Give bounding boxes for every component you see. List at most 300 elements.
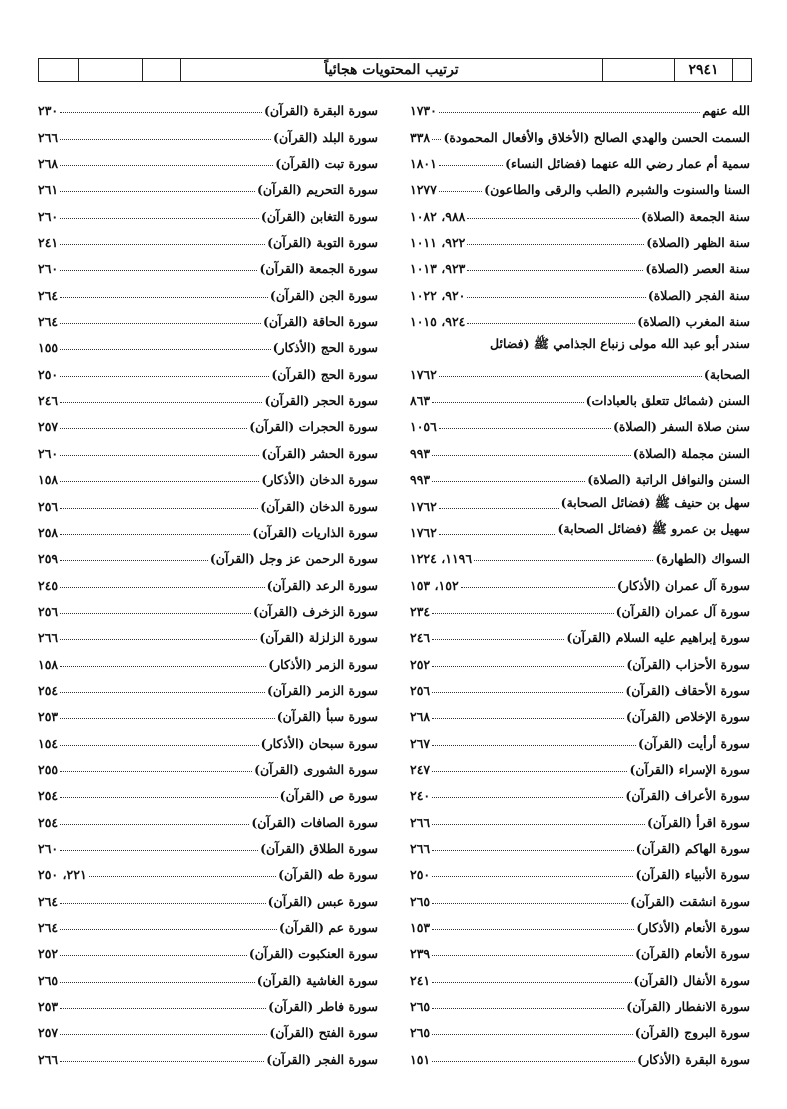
entry-title: سورة الحج (القرآن) bbox=[271, 366, 378, 382]
entry-title: سورة البقرة (القرآن) bbox=[263, 103, 378, 119]
entry-title: سورة الهاكم (القرآن) bbox=[635, 840, 750, 856]
entry-page: ٢٦١ bbox=[38, 182, 59, 198]
dot-leader bbox=[60, 402, 262, 403]
index-entry bbox=[38, 250, 378, 276]
entry-page: ١٥١ bbox=[410, 1051, 431, 1067]
entry-page: ٢٤٧ bbox=[410, 761, 431, 777]
entry-page: ٢٥٣ bbox=[38, 999, 59, 1015]
index-entry bbox=[410, 593, 750, 619]
index-entry bbox=[410, 145, 750, 171]
header-cell-empty bbox=[79, 59, 143, 81]
index-entry bbox=[410, 118, 750, 144]
entry-title: سورة اقرأ (القرآن) bbox=[646, 814, 750, 830]
dot-leader bbox=[60, 376, 269, 377]
entry-page: ٩٩٣ bbox=[410, 445, 431, 461]
entry-title: سورة الغاشية (القرآن) bbox=[256, 972, 378, 988]
entry-page: ٢٢١، ٢٥٠ bbox=[38, 867, 87, 883]
entry-page: ١٨٠١ bbox=[410, 156, 437, 172]
entry-title: سورة إبراهيم عليه السلام (القرآن) bbox=[566, 630, 750, 646]
dot-leader bbox=[439, 428, 611, 429]
index-entry bbox=[38, 382, 378, 408]
dot-leader bbox=[467, 323, 635, 324]
entry-title: السنن والنوافل الراتبة (الصلاة) bbox=[587, 472, 750, 488]
entry-page: ٢٥٠ bbox=[410, 867, 431, 883]
dot-leader bbox=[467, 270, 643, 271]
dot-leader bbox=[432, 745, 636, 746]
entry-page: ٢٦٤ bbox=[38, 893, 59, 909]
dot-leader bbox=[432, 876, 633, 877]
entry-page: ٢٦٠ bbox=[38, 445, 59, 461]
dot-leader bbox=[60, 639, 257, 640]
entry-page: ٢٦٠ bbox=[38, 261, 59, 277]
entry-title: سورة الجن (القرآن) bbox=[269, 287, 378, 303]
index-entry bbox=[38, 724, 378, 750]
index-entry bbox=[410, 224, 750, 250]
entry-page: ٢٥٧ bbox=[38, 419, 59, 435]
entry-title: سنة المغرب (الصلاة) bbox=[637, 314, 750, 330]
entry-title: سورة الطلاق (القرآن) bbox=[260, 840, 378, 856]
entry-page: ٢٦٤ bbox=[38, 314, 59, 330]
dot-leader bbox=[60, 692, 265, 693]
dot-leader bbox=[432, 929, 634, 930]
entry-title: سورة العنكبوت (القرآن) bbox=[248, 946, 378, 962]
index-entry bbox=[410, 856, 750, 882]
entry-page: ٢٥٦ bbox=[38, 603, 59, 619]
dot-leader bbox=[60, 323, 261, 324]
index-entry bbox=[410, 777, 750, 803]
entry-page: ٢٦٦ bbox=[38, 1051, 59, 1067]
entry-page: ٢٦٨ bbox=[410, 709, 431, 725]
entry-page: ٢٤١ bbox=[38, 235, 59, 251]
entry-title: سورة الزمر (القرآن) bbox=[267, 682, 378, 698]
dot-leader bbox=[60, 1061, 264, 1062]
dot-leader bbox=[60, 191, 255, 192]
index-entry bbox=[38, 751, 378, 777]
index-entry bbox=[410, 751, 750, 777]
index-entry bbox=[38, 882, 378, 908]
entry-title: الله عنهم bbox=[702, 103, 750, 119]
entry-page: ١٥٢، ١٥٣ bbox=[410, 577, 459, 593]
entry-page: ٩٢٤، ١٠١٥ bbox=[410, 314, 466, 330]
dot-leader bbox=[432, 692, 623, 693]
entry-title: سورة الأحزاب (القرآن) bbox=[626, 656, 750, 672]
dot-leader bbox=[60, 745, 259, 746]
index-entry bbox=[38, 593, 378, 619]
entry-page: ١٥٥ bbox=[38, 340, 59, 356]
entry-title: سهيل بن عمرو ﷺ (فضائل الصحابة) bbox=[557, 520, 750, 536]
entry-title: سورة الحجرات (القرآن) bbox=[249, 419, 378, 435]
index-entry bbox=[38, 961, 378, 987]
dot-leader bbox=[474, 560, 653, 561]
index-entry bbox=[38, 355, 378, 381]
dot-leader bbox=[60, 139, 271, 140]
dot-leader bbox=[60, 666, 266, 667]
entry-page: ١٠٥٦ bbox=[410, 419, 437, 435]
entry-title: سورة الدخان (الأذكار) bbox=[261, 472, 378, 488]
entry-title: سورة الزلزلة (القرآن) bbox=[259, 630, 378, 646]
index-entry bbox=[38, 224, 378, 250]
entry-title: سورة الذاريات (القرآن) bbox=[252, 524, 378, 540]
index-entry bbox=[38, 434, 378, 460]
index-entry bbox=[38, 856, 378, 882]
entry-page: ٩٢٢، ١٠١١ bbox=[410, 235, 466, 251]
entry-title: سورة سبحان (الأذكار) bbox=[260, 735, 378, 751]
dot-leader bbox=[432, 613, 613, 614]
dot-leader bbox=[60, 929, 277, 930]
entry-page: ٢٥٥ bbox=[38, 761, 59, 777]
entry-page: ٢٤١ bbox=[410, 972, 431, 988]
dot-leader bbox=[432, 481, 585, 482]
entry-page: ٢٦٥ bbox=[410, 1025, 431, 1041]
entry-page: ٢٥٦ bbox=[38, 498, 59, 514]
entry-title: سورة التحريم (القرآن) bbox=[256, 182, 378, 198]
index-entry bbox=[38, 276, 378, 302]
entry-page: ٢٣٩ bbox=[410, 946, 431, 962]
index-entry bbox=[38, 566, 378, 592]
entry-page: ٢٥٢ bbox=[38, 946, 59, 962]
dot-leader bbox=[60, 587, 264, 588]
entry-title: السنن (شمائل تتعلق بالعبادات) bbox=[585, 393, 750, 409]
entry-title: سورة الجمعة (القرآن) bbox=[259, 261, 378, 277]
index-entry bbox=[410, 197, 750, 223]
entry-title: سورة ص (القرآن) bbox=[279, 788, 378, 804]
entry-page: ٢٦٦ bbox=[410, 840, 431, 856]
entry-title: سورة آل عمران (القرآن) bbox=[615, 603, 750, 619]
dot-leader bbox=[60, 428, 247, 429]
dot-leader bbox=[60, 560, 208, 561]
entry-page: ٢٦٥ bbox=[410, 999, 431, 1015]
entry-title: سورة تبت (القرآن) bbox=[275, 156, 378, 172]
index-entry bbox=[410, 329, 750, 355]
entry-page: ١٢٧٧ bbox=[410, 182, 437, 198]
entry-page: ٢٦٨ bbox=[38, 156, 59, 172]
index-entry bbox=[38, 487, 378, 513]
entry-page: ٢٦٥ bbox=[410, 893, 431, 909]
dot-leader bbox=[60, 771, 252, 772]
dot-leader bbox=[432, 455, 631, 456]
entry-page: ٢٦٧ bbox=[410, 735, 431, 751]
entry-page: ١٥٣ bbox=[410, 920, 431, 935]
entry-title: سورة الأنفال (القرآن) bbox=[633, 972, 750, 988]
index-entry bbox=[38, 803, 378, 829]
entry-title: سنة الظهر (الصلاة) bbox=[646, 235, 750, 251]
dot-leader bbox=[60, 718, 275, 719]
entry-page: ٢٥٠ bbox=[38, 366, 59, 382]
dot-leader bbox=[439, 508, 559, 509]
entry-title: سورة الفتح (القرآن) bbox=[269, 1025, 378, 1041]
dot-leader bbox=[60, 982, 255, 983]
index-entry bbox=[410, 803, 750, 829]
entry-page: ٢٦٦ bbox=[410, 814, 431, 830]
index-column-right bbox=[410, 92, 750, 1067]
index-entry bbox=[410, 1040, 750, 1066]
dot-leader bbox=[439, 191, 482, 192]
index-entry bbox=[38, 540, 378, 566]
entry-page: ٩٩٣ bbox=[410, 472, 431, 488]
index-entry bbox=[410, 645, 750, 671]
dot-leader bbox=[60, 165, 273, 166]
entry-title: سورة أرأيت (القرآن) bbox=[638, 735, 750, 751]
index-entry bbox=[410, 830, 750, 856]
dot-leader bbox=[439, 112, 700, 113]
entry-page: ١٧٣٠ bbox=[410, 103, 437, 119]
dot-leader bbox=[89, 876, 276, 877]
entry-title: سمية أم عمار رضي الله عنهما (فضائل النساء) bbox=[505, 156, 750, 172]
index-entry bbox=[410, 514, 750, 540]
dot-leader bbox=[467, 297, 645, 298]
entry-title: سورة الحج (الأذكار) bbox=[272, 340, 378, 356]
entry-page: ٨٦٣ bbox=[410, 393, 431, 409]
dot-leader bbox=[432, 402, 583, 403]
index-entry bbox=[410, 672, 750, 698]
entry-title: سورة عم (القرآن) bbox=[279, 920, 378, 935]
entry-page: ١٧٦٢ bbox=[410, 498, 437, 514]
entry-title: السنا والسنوت والشبرم (الطب والرقى والطاعون) bbox=[484, 182, 750, 198]
index-entry bbox=[410, 408, 750, 434]
entry-title: سورة الإخلاص (القرآن) bbox=[625, 709, 750, 725]
entry-page: ٢٣٠ bbox=[38, 103, 59, 119]
header-cell-empty bbox=[39, 59, 79, 81]
entry-page: ٢٤٥ bbox=[38, 577, 59, 593]
entry-page: ٢٣٤ bbox=[410, 603, 431, 619]
entry-title: سورة الزخرف (القرآن) bbox=[253, 603, 378, 619]
entry-title: سورة الصافات (القرآن) bbox=[251, 814, 378, 830]
entry-title: سورة التوبة (القرآن) bbox=[267, 235, 378, 251]
entry-title: سورة الانفطار (القرآن) bbox=[626, 999, 750, 1015]
entry-page: ١٥٨ bbox=[38, 656, 59, 672]
entry-title: سورة فاطر (القرآن) bbox=[268, 999, 378, 1015]
index-entry bbox=[38, 1040, 378, 1066]
dot-leader bbox=[432, 1034, 633, 1035]
index-entry bbox=[38, 698, 378, 724]
index-entry bbox=[410, 434, 750, 460]
dot-leader bbox=[467, 244, 644, 245]
index-entry bbox=[38, 988, 378, 1014]
dot-leader bbox=[432, 639, 564, 640]
entry-page: ٩٨٨، ١٠٨٢ bbox=[410, 208, 466, 224]
entry-title: سنة العصر (الصلاة) bbox=[645, 261, 750, 277]
entry-page: ٢٦٥ bbox=[38, 972, 59, 988]
dot-leader bbox=[432, 718, 624, 719]
entry-title: السمت الحسن والهدي الصالح (الأخلاق والأفعال المحمودة) bbox=[443, 129, 750, 145]
dot-leader bbox=[60, 481, 259, 482]
entry-title: سورة طه (القرآن) bbox=[278, 867, 378, 883]
index-entry bbox=[410, 935, 750, 961]
dot-leader bbox=[467, 218, 639, 219]
entry-title: السواك (الطهارة) bbox=[655, 551, 750, 567]
entry-page: ٢٥٩ bbox=[38, 551, 59, 567]
entry-title: سورة التغابن (القرآن) bbox=[260, 208, 378, 224]
entry-title: سورة الأنعام (الأذكار) bbox=[636, 920, 750, 935]
entry-title: سورة الأحقاف (القرآن) bbox=[625, 682, 750, 698]
entry-title: سورة الفجر (القرآن) bbox=[266, 1051, 378, 1067]
dot-leader bbox=[60, 850, 258, 851]
index-entry bbox=[38, 171, 378, 197]
dot-leader bbox=[60, 270, 257, 271]
index-entry bbox=[38, 514, 378, 540]
index-entry bbox=[38, 197, 378, 223]
index-entry bbox=[410, 276, 750, 302]
entry-title: سورة الحجر (القرآن) bbox=[264, 393, 378, 409]
entry-page: ٢٥٤ bbox=[38, 814, 59, 830]
dot-leader bbox=[461, 587, 615, 588]
entry-page: ٢٤٦ bbox=[410, 630, 431, 646]
dot-leader bbox=[432, 771, 627, 772]
dot-leader bbox=[60, 824, 249, 825]
index-entry bbox=[410, 92, 750, 118]
dot-leader bbox=[60, 349, 270, 350]
entry-title: سنة الفجر (الصلاة) bbox=[647, 287, 750, 303]
entry-page: ٢٤٠ bbox=[410, 788, 431, 804]
index-entry bbox=[38, 909, 378, 935]
index-entry bbox=[38, 830, 378, 856]
entry-page: ١٥٤ bbox=[38, 735, 59, 751]
entry-page: ١٧٦٢ bbox=[410, 366, 437, 382]
entry-page: ٢٥٣ bbox=[38, 709, 59, 725]
header-cell-empty bbox=[143, 59, 181, 81]
dot-leader bbox=[60, 797, 278, 798]
entry-title: سورة الحشر (القرآن) bbox=[261, 445, 378, 461]
index-entry bbox=[410, 303, 750, 329]
dot-leader bbox=[432, 666, 624, 667]
index-entry bbox=[410, 882, 750, 908]
index-column-left bbox=[38, 92, 378, 1067]
running-header bbox=[38, 58, 752, 82]
index-entry bbox=[38, 935, 378, 961]
index-entry bbox=[38, 329, 378, 355]
index-entry bbox=[38, 145, 378, 171]
dot-leader bbox=[432, 955, 633, 956]
entry-page: ٣٣٨ bbox=[410, 129, 431, 145]
entry-title: سورة سبأ (القرآن) bbox=[276, 709, 378, 725]
entry-title: سهل بن حنيف ﷺ (فضائل الصحابة) bbox=[560, 494, 750, 510]
entry-title: سورة الإسراء (القرآن) bbox=[629, 761, 750, 777]
index-entry bbox=[38, 461, 378, 487]
dot-leader bbox=[432, 982, 631, 983]
index-entry bbox=[410, 909, 750, 935]
entry-title: سورة البلد (القرآن) bbox=[273, 129, 378, 145]
index-entry bbox=[38, 408, 378, 434]
entry-title: سورة الأنبياء (القرآن) bbox=[635, 867, 750, 883]
dot-leader bbox=[60, 508, 258, 509]
entry-page: ٩٢٠، ١٠٢٢ bbox=[410, 287, 466, 303]
entry-page: ٢٦٤ bbox=[38, 287, 59, 303]
entry-page: ٢٥٤ bbox=[38, 682, 59, 698]
entry-title: سورة الأعراف (القرآن) bbox=[625, 788, 750, 804]
index-entry bbox=[410, 566, 750, 592]
entry-title: سنة الجمعة (الصلاة) bbox=[641, 208, 750, 224]
entry-title: سورة آل عمران (الأذكار) bbox=[616, 577, 750, 593]
entry-page: ١٥٨ bbox=[38, 472, 59, 488]
entry-page: ٢٥٦ bbox=[410, 682, 431, 698]
index-entry bbox=[410, 619, 750, 645]
index-entry bbox=[410, 1014, 750, 1040]
dot-leader bbox=[60, 1034, 267, 1035]
entry-page: ٢٤٦ bbox=[38, 393, 59, 409]
dot-leader bbox=[60, 112, 262, 113]
entry-title: سورة الشورى (القرآن) bbox=[254, 761, 378, 777]
entry-title: السنن مجملة (الصلاة) bbox=[632, 445, 750, 461]
entry-title: سورة عبس (القرآن) bbox=[267, 893, 378, 909]
dot-leader bbox=[60, 218, 259, 219]
dot-leader bbox=[60, 534, 250, 535]
entry-title: سورة الأنعام (القرآن) bbox=[635, 946, 750, 962]
entry-title: سورة الرعد (القرآن) bbox=[266, 577, 378, 593]
entry-page: ١٧٦٢ bbox=[410, 524, 437, 540]
dot-leader bbox=[60, 244, 265, 245]
entry-page: ٢٦٦ bbox=[38, 129, 59, 145]
entry-page: ٢٦٦ bbox=[38, 630, 59, 646]
dot-leader bbox=[439, 376, 702, 377]
dot-leader bbox=[60, 613, 251, 614]
dot-leader bbox=[432, 139, 441, 140]
dot-leader bbox=[60, 903, 265, 904]
entry-title: سورة انشقت (القرآن) bbox=[630, 893, 750, 909]
dot-leader bbox=[432, 1008, 624, 1009]
index-entry bbox=[410, 382, 750, 408]
index-entry bbox=[410, 355, 750, 381]
entry-title: سورة البقرة (الأذكار) bbox=[637, 1051, 750, 1067]
header-cell-empty bbox=[603, 59, 675, 81]
index-entry bbox=[410, 487, 750, 513]
index-entry bbox=[410, 540, 750, 566]
entry-page: ٢٦٤ bbox=[38, 920, 59, 935]
entry-title: سنن صلاة السفر (الصلاة) bbox=[612, 419, 750, 435]
index-entry bbox=[410, 698, 750, 724]
dot-leader bbox=[432, 1061, 635, 1062]
index-entry bbox=[410, 171, 750, 197]
entry-page: ٢٥٧ bbox=[38, 1025, 59, 1041]
entry-title: سورة الدخان (القرآن) bbox=[260, 498, 378, 514]
index-entry bbox=[38, 619, 378, 645]
page-number: ٢٩٤١ bbox=[675, 59, 733, 81]
index-entry bbox=[38, 303, 378, 329]
dot-leader bbox=[60, 455, 259, 456]
dot-leader bbox=[60, 955, 247, 956]
dot-leader bbox=[439, 165, 503, 166]
header-title: ترتيب المحتويات هجائياً bbox=[181, 59, 603, 81]
index-entry bbox=[410, 250, 750, 276]
entry-page: ٩٢٣، ١٠١٣ bbox=[410, 261, 466, 277]
entry-page: ٢٦٠ bbox=[38, 208, 59, 224]
entry-title: سورة الزمر (الأذكار) bbox=[268, 656, 378, 672]
index-entry bbox=[38, 1014, 378, 1040]
entry-title: سورة الرحمن عز وجل (القرآن) bbox=[209, 551, 378, 567]
dot-leader bbox=[60, 1008, 266, 1009]
index-entry bbox=[38, 777, 378, 803]
index-entry bbox=[410, 961, 750, 987]
index-entry bbox=[38, 672, 378, 698]
index-entry bbox=[410, 988, 750, 1014]
index-entry bbox=[38, 118, 378, 144]
dot-leader bbox=[432, 824, 645, 825]
index-entry bbox=[38, 645, 378, 671]
entry-page: ٢٥٤ bbox=[38, 788, 59, 804]
index-columns bbox=[38, 92, 752, 1092]
index-entry bbox=[410, 724, 750, 750]
entry-title: سورة البروج (القرآن) bbox=[634, 1025, 750, 1041]
dot-leader bbox=[432, 850, 634, 851]
dot-leader bbox=[432, 797, 623, 798]
entry-page: ٢٥٢ bbox=[410, 656, 431, 672]
entry-page: ١١٩٦، ١٢٢٤ bbox=[410, 551, 473, 567]
entry-title: سورة الحاقة (القرآن) bbox=[262, 314, 378, 330]
dot-leader bbox=[60, 297, 268, 298]
entry-page: ٢٥٨ bbox=[38, 524, 59, 540]
index-entry bbox=[410, 461, 750, 487]
entry-title: الصحابة) bbox=[703, 366, 750, 382]
index-entry bbox=[38, 92, 378, 118]
